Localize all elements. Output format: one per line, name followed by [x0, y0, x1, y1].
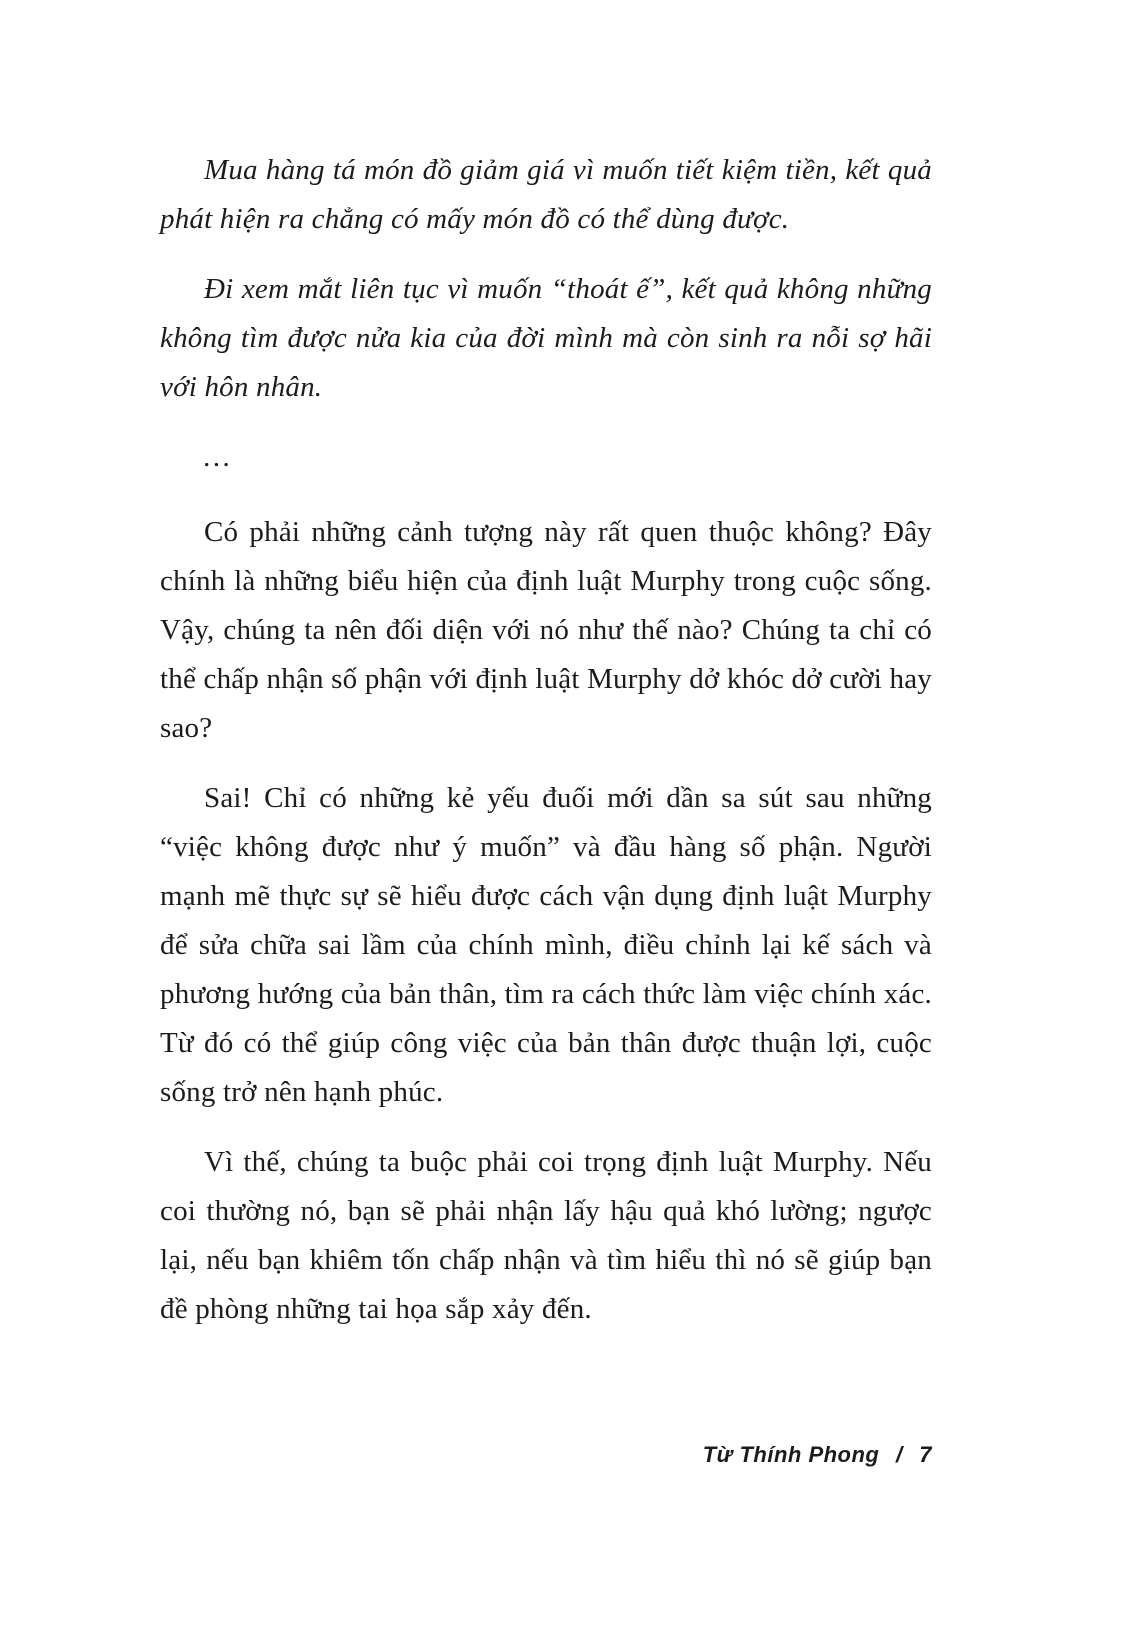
- paragraph-body-1: Có phải những cảnh tượng này rất quen thuộc không? Đây chính là những biểu hiện của định luật Murphy trong cuộc sống. Vậy, chúng ta nên đối diện với nó như thế nào? Chúng ta chỉ có thể chấp nhận số phận với định luật Murphy dở khóc dở cười hay sao?: [160, 516, 932, 744]
- footer-page-number: 7: [919, 1442, 932, 1467]
- footer-author: Từ Thính Phong: [702, 1442, 880, 1467]
- page-footer: [160, 1442, 932, 1468]
- paragraph-body-2: Sai! Chỉ có những kẻ yếu đuối mới dần sa sút sau những “việc không được như ý muốn” và đầu hàng số phận. Người mạnh mẽ thực sự sẽ hiểu được cách vận dụng định luật Murphy để sửa chữa sai lầm của chính mình, điều chỉnh lại kế sách và phương hướng của bản thân, tìm ra cách thức làm việc chính xác. Từ đó có thể giúp công việc của bản thân được thuận lợi, cuộc sống trở nên hạnh phúc.: [160, 782, 932, 1108]
- paragraph-quote-2: Đi xem mắt liên tục vì muốn “thoát ế”, kết quả không những không tìm được nửa kia của đời mình mà còn sinh ra nỗi sợ hãi với hôn nhân.: [160, 273, 932, 403]
- body-text: [160, 146, 932, 1355]
- paragraph-ellipsis: …: [204, 441, 230, 473]
- paragraph-body-3: Vì thế, chúng ta buộc phải coi trọng định luật Murphy. Nếu coi thường nó, bạn sẽ phải nhận lấy hậu quả khó lường; ngược lại, nếu bạn khiêm tốn chấp nhận và tìm hiểu thì nó sẽ giúp bạn đề phòng những tai họa sắp xảy đến.: [160, 1146, 932, 1325]
- paragraph-quote-1: Mua hàng tá món đồ giảm giá vì muốn tiết kiệm tiền, kết quả phát hiện ra chẳng có mấy món đồ có thể dùng được.: [160, 154, 932, 235]
- footer-separator: /: [896, 1442, 903, 1467]
